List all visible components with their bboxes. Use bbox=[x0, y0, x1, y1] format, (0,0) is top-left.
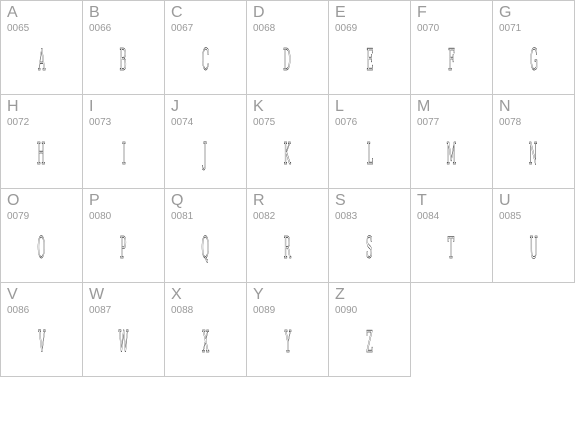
glyph-preview bbox=[247, 137, 328, 173]
glyph-preview-char: Y bbox=[284, 325, 291, 360]
glyph-preview bbox=[165, 43, 246, 79]
glyph-preview bbox=[1, 137, 82, 173]
glyph-preview-char: K bbox=[283, 137, 292, 172]
glyph-cell bbox=[0, 188, 83, 283]
glyph-cell bbox=[410, 0, 493, 95]
glyph-cell bbox=[0, 282, 83, 377]
glyph-cell bbox=[82, 0, 165, 95]
glyph-preview-char: Q bbox=[201, 231, 210, 266]
glyph-preview bbox=[1, 43, 82, 79]
glyph-letter-label: C bbox=[171, 4, 183, 21]
glyph-cell bbox=[246, 94, 329, 189]
glyph-code-label: 0066 bbox=[89, 23, 112, 34]
glyph-letter-label: K bbox=[253, 98, 264, 115]
glyph-preview bbox=[493, 231, 574, 267]
glyph-cell bbox=[164, 0, 247, 95]
glyph-letter-label: P bbox=[89, 192, 100, 209]
glyph-preview-char: U bbox=[529, 231, 538, 266]
glyph-letter-label: O bbox=[7, 192, 20, 209]
glyph-letter-label: E bbox=[335, 4, 346, 21]
glyph-letter-label: N bbox=[499, 98, 511, 115]
glyph-letter-label: Q bbox=[171, 192, 184, 209]
glyph-code-label: 0086 bbox=[7, 305, 30, 316]
glyph-code-label: 0068 bbox=[253, 23, 276, 34]
glyph-cell bbox=[246, 282, 329, 377]
glyph-cell bbox=[0, 0, 83, 95]
glyph-code-label: 0081 bbox=[171, 211, 194, 222]
glyph-preview-char: L bbox=[366, 137, 373, 172]
glyph-preview-char: V bbox=[38, 325, 45, 360]
glyph-code-label: 0088 bbox=[171, 305, 194, 316]
glyph-letter-label: F bbox=[417, 4, 427, 21]
glyph-preview bbox=[329, 325, 410, 361]
glyph-code-label: 0084 bbox=[417, 211, 440, 222]
glyph-preview bbox=[83, 137, 164, 173]
glyph-preview bbox=[165, 231, 246, 267]
glyph-cell bbox=[164, 94, 247, 189]
glyph-cell bbox=[164, 188, 247, 283]
glyph-letter-label: Y bbox=[253, 286, 264, 303]
glyph-code-label: 0070 bbox=[417, 23, 440, 34]
glyph-cell bbox=[82, 282, 165, 377]
glyph-code-label: 0071 bbox=[499, 23, 522, 34]
glyph-preview-char: E bbox=[365, 43, 374, 78]
glyph-cell bbox=[492, 188, 575, 283]
glyph-preview-char: W bbox=[118, 325, 129, 360]
glyph-code-label: 0082 bbox=[253, 211, 276, 222]
glyph-preview-char: S bbox=[366, 231, 373, 266]
glyph-code-label: 0083 bbox=[335, 211, 358, 222]
glyph-preview bbox=[83, 325, 164, 361]
glyph-preview-char: R bbox=[283, 231, 292, 266]
glyph-letter-label: A bbox=[7, 4, 18, 21]
glyph-preview-char: H bbox=[37, 137, 46, 172]
glyph-letter-label: G bbox=[499, 4, 512, 21]
glyph-code-label: 0072 bbox=[7, 117, 30, 128]
glyph-cell bbox=[410, 94, 493, 189]
glyph-letter-label: X bbox=[171, 286, 182, 303]
glyph-letter-label: U bbox=[499, 192, 511, 209]
glyph-preview-char: A bbox=[38, 43, 45, 78]
glyph-preview bbox=[165, 325, 246, 361]
glyph-code-label: 0085 bbox=[499, 211, 522, 222]
glyph-preview bbox=[493, 137, 574, 173]
glyph-letter-label: M bbox=[417, 98, 431, 115]
glyph-cell bbox=[410, 188, 493, 283]
glyph-code-label: 0087 bbox=[89, 305, 112, 316]
glyph-preview-char: N bbox=[529, 137, 538, 172]
glyph-letter-label: I bbox=[89, 98, 94, 115]
glyph-preview bbox=[329, 231, 410, 267]
glyph-preview bbox=[329, 137, 410, 173]
glyph-letter-label: V bbox=[7, 286, 18, 303]
glyph-letter-label: L bbox=[335, 98, 344, 115]
glyph-preview-char: T bbox=[448, 231, 455, 266]
glyph-preview-char: O bbox=[37, 231, 46, 266]
glyph-letter-label: D bbox=[253, 4, 265, 21]
glyph-letter-label: H bbox=[7, 98, 19, 115]
glyph-preview bbox=[1, 325, 82, 361]
glyph-preview bbox=[247, 231, 328, 267]
glyph-code-label: 0078 bbox=[499, 117, 522, 128]
glyph-preview bbox=[329, 43, 410, 79]
glyph-preview bbox=[83, 43, 164, 79]
glyph-letter-label: Z bbox=[335, 286, 345, 303]
glyph-preview-char: G bbox=[529, 43, 538, 78]
glyph-cell bbox=[328, 188, 411, 283]
glyph-letter-label: J bbox=[171, 98, 179, 115]
glyph-letter-label: T bbox=[417, 192, 427, 209]
glyph-preview bbox=[83, 231, 164, 267]
glyph-code-label: 0069 bbox=[335, 23, 358, 34]
glyph-preview-char: X bbox=[202, 325, 209, 360]
glyph-preview bbox=[411, 231, 492, 267]
glyph-letter-label: S bbox=[335, 192, 346, 209]
glyph-code-label: 0089 bbox=[253, 305, 276, 316]
glyph-preview-char: P bbox=[120, 231, 127, 266]
glyph-cell bbox=[0, 94, 83, 189]
glyph-code-label: 0079 bbox=[7, 211, 30, 222]
glyph-cell bbox=[82, 188, 165, 283]
glyph-cell bbox=[246, 0, 329, 95]
glyph-preview-char: I bbox=[121, 137, 126, 172]
glyph-cell bbox=[328, 0, 411, 95]
glyph-code-label: 0073 bbox=[89, 117, 112, 128]
glyph-cell bbox=[82, 94, 165, 189]
glyph-code-label: 0080 bbox=[89, 211, 112, 222]
glyph-code-label: 0076 bbox=[335, 117, 358, 128]
glyph-preview bbox=[411, 43, 492, 79]
glyph-cell bbox=[246, 188, 329, 283]
glyph-cell bbox=[492, 94, 575, 189]
glyph-preview-char: C bbox=[201, 43, 210, 78]
glyph-preview-char: Z bbox=[366, 325, 373, 360]
glyph-preview bbox=[1, 231, 82, 267]
glyph-preview bbox=[165, 137, 246, 173]
glyph-code-label: 0077 bbox=[417, 117, 440, 128]
glyph-cell bbox=[492, 0, 575, 95]
glyph-preview-char: M bbox=[446, 137, 457, 172]
glyph-cell bbox=[328, 94, 411, 189]
glyph-preview-char: F bbox=[448, 43, 455, 78]
glyph-code-label: 0067 bbox=[171, 23, 194, 34]
glyph-preview bbox=[493, 43, 574, 79]
glyph-preview-char: D bbox=[283, 43, 292, 78]
glyph-preview-char: J bbox=[203, 137, 208, 172]
glyph-preview-char: B bbox=[119, 43, 128, 78]
glyph-code-label: 0074 bbox=[171, 117, 194, 128]
glyph-letter-label: W bbox=[89, 286, 105, 303]
glyph-code-label: 0065 bbox=[7, 23, 30, 34]
glyph-preview bbox=[247, 325, 328, 361]
glyph-letter-label: R bbox=[253, 192, 265, 209]
glyph-preview bbox=[247, 43, 328, 79]
glyph-code-label: 0075 bbox=[253, 117, 276, 128]
glyph-cell bbox=[328, 282, 411, 377]
glyph-code-label: 0090 bbox=[335, 305, 358, 316]
glyph-letter-label: B bbox=[89, 4, 100, 21]
glyph-preview bbox=[411, 137, 492, 173]
glyph-cell bbox=[164, 282, 247, 377]
